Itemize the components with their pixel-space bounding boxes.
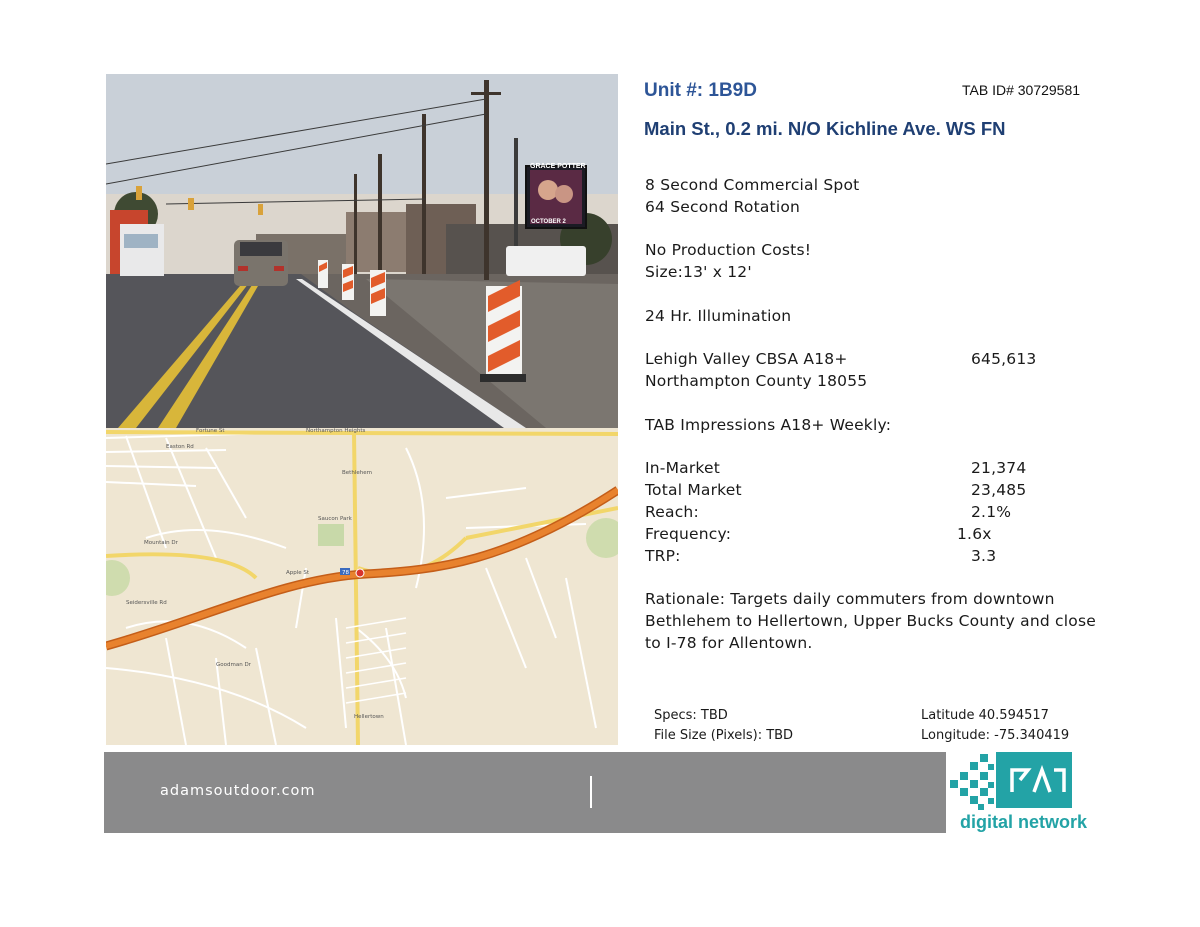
cbsa-value: 645,613 (971, 350, 1037, 369)
commercial-spot: 8 Second Commercial Spot (645, 176, 860, 194)
map-label-bethlehem: Bethlehem (342, 470, 372, 476)
footer-bar (104, 752, 946, 833)
map-label-hellertown: Hellertown (354, 714, 384, 720)
map-label-seidersville: Seidersville Rd (126, 600, 167, 606)
impressions-heading: TAB Impressions A18+ Weekly: (645, 415, 892, 434)
map-label-goodman: Goodman Dr (216, 662, 251, 668)
stat-label: Frequency: (645, 524, 732, 543)
file-size: File Size (Pixels): TBD (654, 728, 794, 743)
unit-title: Unit #: 1B9D (644, 80, 757, 101)
stat-label: Reach: (645, 502, 699, 521)
stat-value: 2.1% (971, 502, 1012, 521)
cbsa-row (645, 349, 1115, 371)
rotation: 64 Second Rotation (645, 197, 801, 216)
location-title: Main St., 0.2 mi. N/O Kichline Ave. WS FN (644, 118, 1006, 139)
stat-row (645, 480, 1115, 502)
unit-details (645, 175, 1115, 655)
stat-value: 23,485 (971, 481, 1027, 500)
stat-row (645, 458, 1115, 480)
stat-label: TRP: (645, 546, 681, 565)
stat-label: Total Market (645, 481, 742, 500)
rationale: Rationale: Targets daily commuters from downtown Bethlehem to Hellertown, Upper Bucks County and close to I-78 for Allentown. (645, 590, 1096, 652)
specs-block (654, 706, 793, 746)
billboard-headline: GRACE POTTER (530, 163, 586, 170)
traffic-barricade (480, 280, 526, 382)
logo-wordmark: digital network (960, 812, 1088, 832)
map-label-northampton-heights: Northampton Heights (306, 428, 366, 434)
stat-row (645, 502, 1115, 524)
map-label-easton: Easton Rd (166, 444, 194, 450)
stat-row (645, 546, 1115, 568)
street-scene (106, 74, 618, 428)
stat-value: 1.6x (957, 524, 992, 543)
stat-value: 21,374 (971, 459, 1027, 478)
stat-label: In-Market (645, 459, 721, 478)
map-label-route: 78 (342, 570, 349, 576)
billboard-site-photo (106, 74, 618, 428)
map-label-saucon-park: Saucon Park (318, 516, 352, 522)
location-map (106, 428, 618, 745)
street-map (106, 428, 618, 745)
county: Northampton County 18055 (645, 372, 868, 391)
coordinates-block (921, 706, 1069, 746)
specs: Specs: TBD (654, 708, 728, 723)
illumination: 24 Hr. Illumination (645, 306, 792, 325)
latitude: Latitude 40.594517 (921, 708, 1049, 723)
location-pin (356, 569, 364, 577)
footer-divider (590, 776, 592, 808)
longitude: Longitude: -75.340419 (921, 728, 1070, 743)
stat-row (645, 524, 1115, 546)
map-label-apple: Apple St (286, 570, 310, 576)
production-costs: No Production Costs! (645, 241, 812, 260)
billboard-subtext: OCTOBER 2 (531, 219, 566, 225)
board-size: Size:13' x 12' (645, 263, 752, 282)
map-label-mountain: Mountain Dr (144, 540, 178, 546)
cbsa-label: Lehigh Valley CBSA A18+ (645, 350, 848, 369)
park-area (318, 524, 344, 546)
website-link[interactable]: adamsoutdoor.com (160, 783, 316, 799)
tab-id: TAB ID# 30729581 (962, 82, 1081, 98)
stat-value: 3.3 (971, 546, 997, 565)
map-label-fortune: Fortune St (196, 428, 225, 434)
